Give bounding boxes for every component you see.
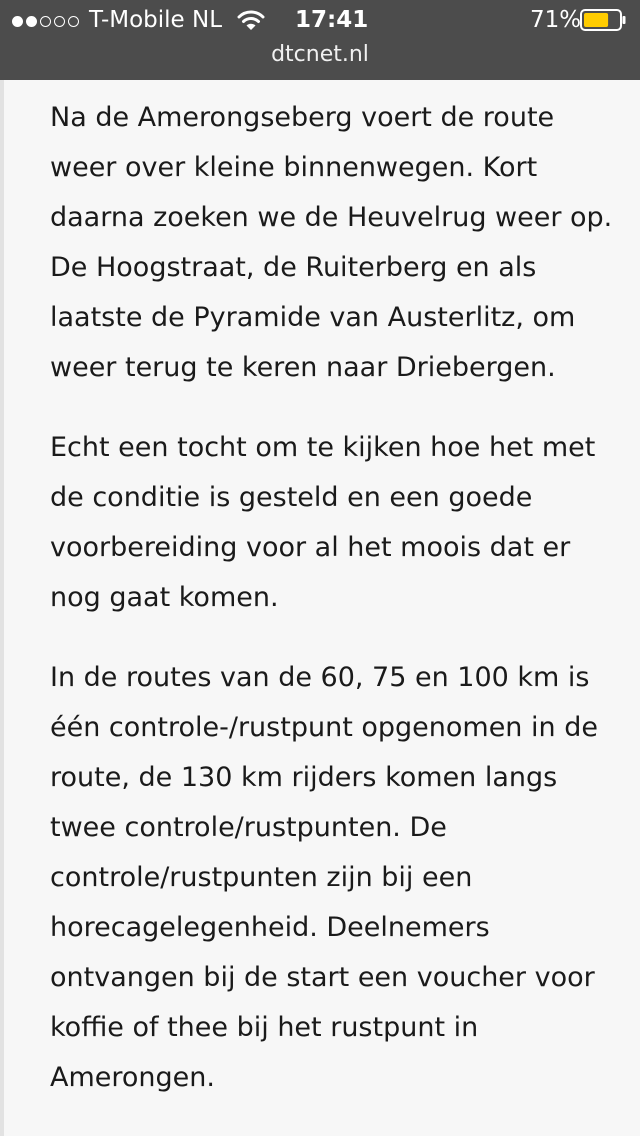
address-bar-url[interactable]: dtcnet.nl (271, 42, 369, 67)
battery-fill (584, 13, 608, 27)
article-paragraph-1: Na de Amerongseberg voert de route weer over kleine binnenwegen. Kort daarna zoeken we de Heuvelrug weer op. De Hoogstraat, de Ruiterberg en als laatste de Pyramide van Austerlitz, om weer terug te keren naar Driebergen. (50, 102, 613, 383)
page-edge-shadow (0, 80, 4, 1136)
signal-dot (40, 16, 51, 27)
article-paragraph-2: Echt een tocht om te kijken hoe het met de conditie is gesteld en een goede voorbereiding voor al het moois dat er nog gaat komen. (50, 432, 596, 613)
article-paragraph-3: In de routes van de 60, 75 en 100 km is één controle-/rustpunt opgenomen in de route, de 130 km rijders komen langs twee controle/rustpunten. De controle/rustpunten zijn bij een horecagelegenheid. Deelnemers ontvangen bij de start een voucher voor koffie of thee bij het rustpunt in Amerongen. (50, 662, 598, 1093)
wifi-icon (237, 9, 265, 31)
battery-percentage: 71% (530, 7, 582, 33)
signal-dot (26, 16, 37, 27)
status-row (0, 0, 640, 40)
battery-icon (580, 9, 626, 31)
signal-dot (12, 16, 23, 27)
clock: 17:41 (295, 7, 369, 33)
signal-dot (54, 16, 65, 27)
signal-strength-icon (12, 14, 79, 28)
signal-dot (68, 16, 79, 27)
carrier-name: T-Mobile NL (89, 7, 223, 33)
page-content (0, 80, 640, 1136)
status-bar (0, 0, 640, 80)
